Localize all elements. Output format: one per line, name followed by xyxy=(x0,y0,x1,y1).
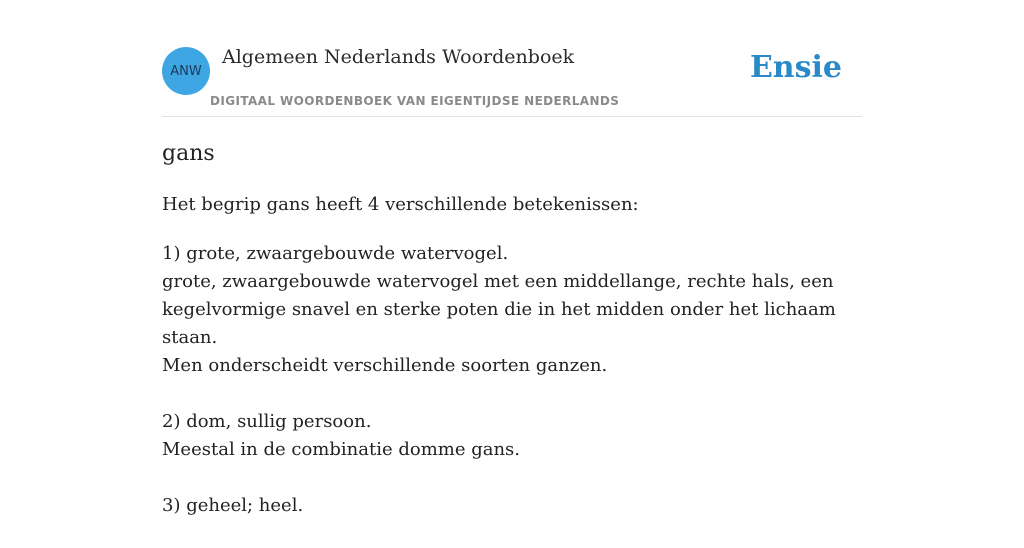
definition-line: 3) geheel; heel. xyxy=(162,495,304,516)
site-subtitle: DIGITAAL WOORDENBOEK VAN EIGENTIJDSE NEDERLANDS xyxy=(210,94,620,108)
ensie-link[interactable]: Ensie xyxy=(749,50,842,85)
definition-line: grote, zwaargebouwde watervogel met een middellange, rechte hals, een xyxy=(162,271,834,292)
definition-item xyxy=(162,408,862,464)
definition-item xyxy=(162,492,862,520)
definition-line: 2) dom, sullig persoon. xyxy=(162,411,372,432)
definition-item xyxy=(162,240,862,380)
page-container xyxy=(162,0,862,516)
site-title[interactable]: Algemeen Nederlands Woordenboek xyxy=(222,46,575,68)
definition-line: Men onderscheidt verschillende soorten ganzen. xyxy=(162,355,608,376)
entry-word: gans xyxy=(162,141,215,166)
anw-logo[interactable] xyxy=(162,47,210,95)
definition-line: Meestal in de combinatie domme gans. xyxy=(162,439,521,460)
definition-line: 1) grote, zwaargebouwde watervogel. xyxy=(162,243,509,264)
entry-intro: Het begrip gans heeft 4 verschillende betekenissen: xyxy=(162,194,639,215)
definitions-list xyxy=(162,240,862,548)
logo-text: ANW xyxy=(170,63,202,79)
header xyxy=(162,0,862,117)
definition-line: kegelvormige snavel en sterke poten die in het midden onder het lichaam staan. xyxy=(162,299,836,348)
